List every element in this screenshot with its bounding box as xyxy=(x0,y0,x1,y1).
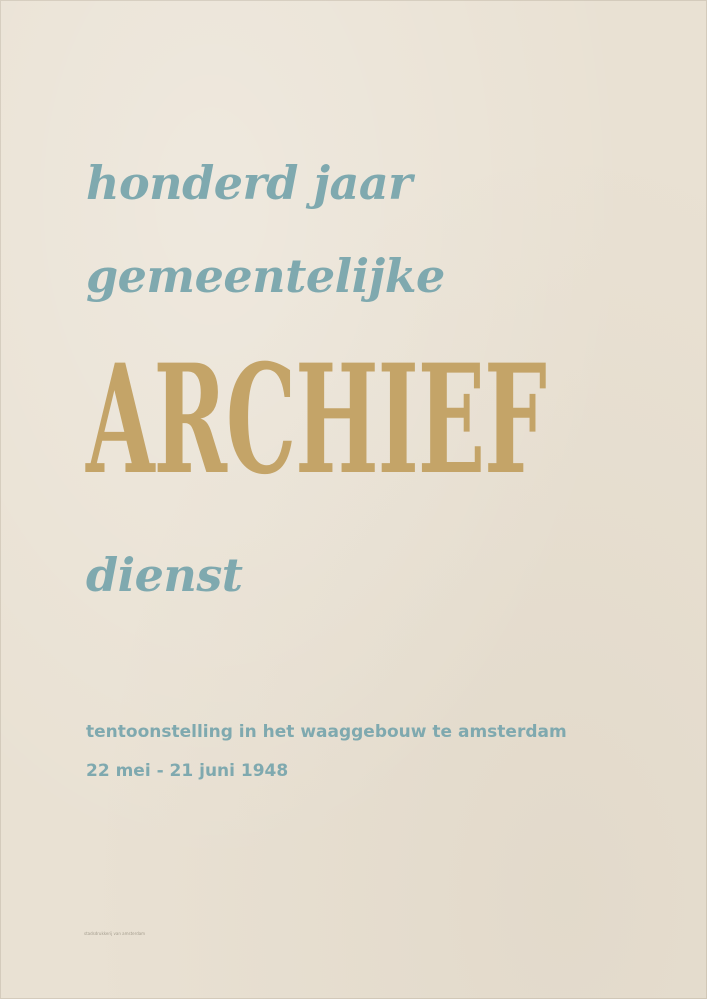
title-line-dienst: dienst xyxy=(86,548,243,602)
exhibition-dates: 22 mei - 21 juni 1948 xyxy=(86,761,289,781)
headline-archief: ARCHIEF xyxy=(86,332,546,508)
printer-imprint: stadsdrukkerij van amsterdam xyxy=(84,931,146,936)
title-line-honderd-jaar: honderd jaar xyxy=(86,156,412,210)
exhibition-venue: tentoonstelling in het waaggebouw te amsterdam xyxy=(86,722,567,742)
title-line-gemeentelijke: gemeentelijke xyxy=(86,249,445,303)
